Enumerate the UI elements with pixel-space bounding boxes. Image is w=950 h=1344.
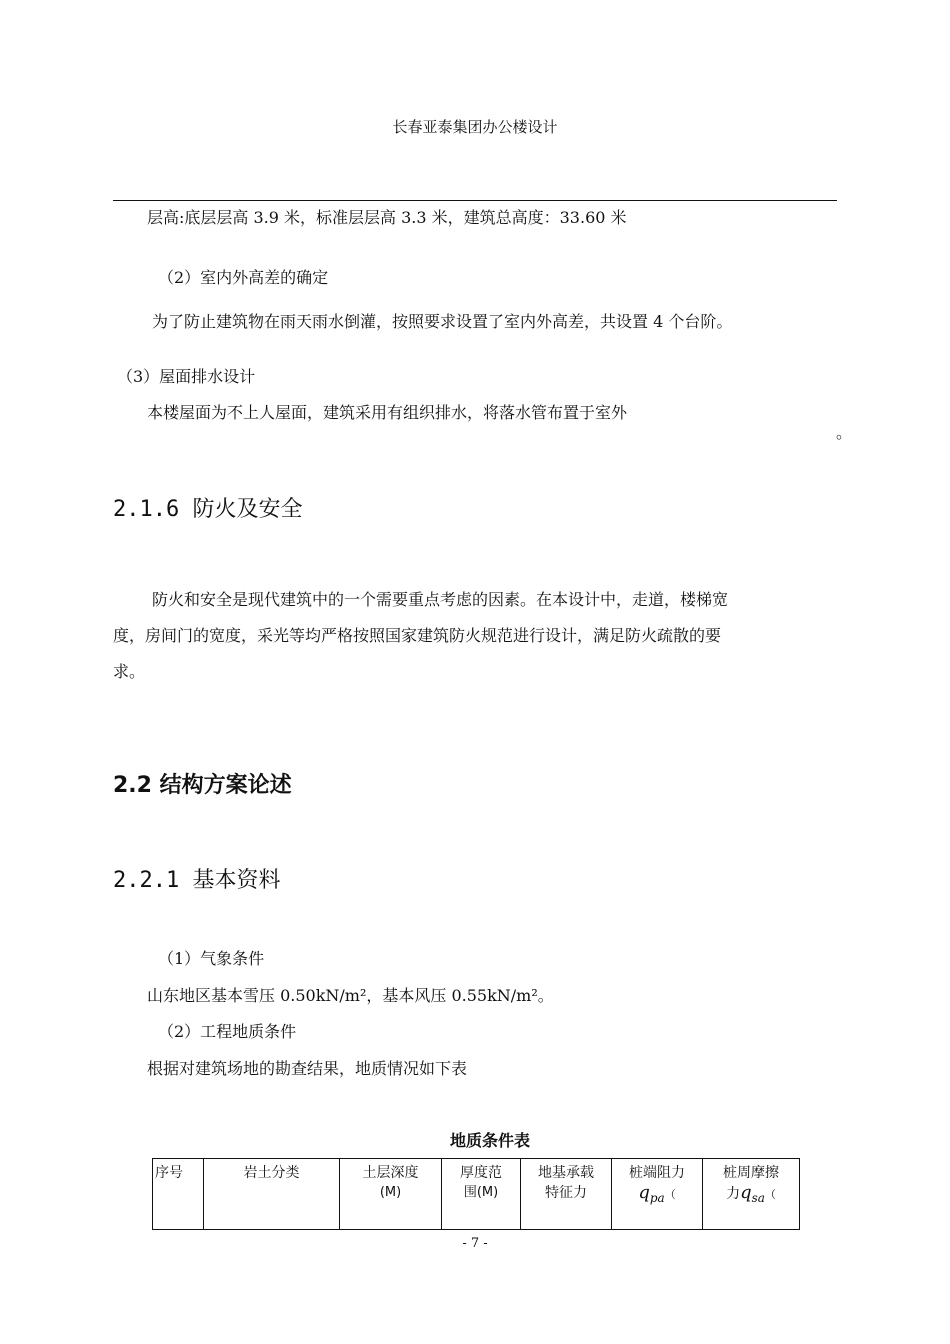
- subheading-weather: （1）气象条件: [158, 949, 265, 968]
- header-rule: [113, 200, 837, 201]
- roof-drainage-text: 本楼屋面为不上人屋面，建筑采用有组织排水，将落水管布置于室外: [147, 403, 628, 422]
- subheading-roof-drainage: （3）屋面排水设计: [117, 367, 256, 386]
- roof-drainage-period: 。: [836, 423, 853, 442]
- weather-text: 山东地区基本雪压 0.50kN/m²，基本风压 0.55kN/m²。: [147, 986, 554, 1005]
- col-soil-type: 岩土分类: [204, 1159, 340, 1230]
- col-side-friction: 桩周摩擦 力$q_{sa}$（: [703, 1159, 800, 1230]
- col-layer-depth: 土层深度 (M): [340, 1159, 442, 1230]
- indoor-outdoor-text: 为了防止建筑物在雨天雨水倒灌，按照要求设置了室内外高差，共设置 4 个台阶。: [152, 312, 733, 331]
- table-header-row: [153, 1159, 800, 1230]
- col-index: 序号: [153, 1159, 204, 1230]
- col-thickness: 厚度范 围(M): [442, 1159, 521, 1230]
- col-bearing-capacity: 地基承载 特征力: [521, 1159, 612, 1230]
- fire-safety-line-3: 求。: [113, 662, 146, 681]
- floor-heights-text: 层高:底层层高 3.9 米，标准层层高 3.3 米，建筑总高度：33.60 米: [147, 208, 627, 227]
- subheading-geology: （2）工程地质条件: [158, 1022, 297, 1041]
- section-2-1-6-heading: 2.1.6 防火及安全: [113, 497, 303, 522]
- col-tip-resistance: 桩端阻力 $q_{pa}$（: [612, 1159, 703, 1230]
- geology-text: 根据对建筑场地的勘查结果，地质情况如下表: [147, 1059, 468, 1078]
- subheading-indoor-outdoor: （2）室内外高差的确定: [158, 268, 329, 287]
- geology-table: [152, 1158, 800, 1230]
- fire-safety-line-2: 度，房间门的宽度，采光等均严格按照国家建筑防火规范进行设计，满足防火疏散的要: [113, 626, 722, 645]
- table-caption: 地质条件表: [449, 1131, 530, 1150]
- running-header: 长春亚泰集团办公楼设计: [392, 118, 558, 136]
- section-2-2-heading: 2.2 结构方案论述: [113, 773, 292, 798]
- section-2-2-1-heading: 2.2.1 基本资料: [113, 868, 281, 893]
- fire-safety-line-1: 防火和安全是现代建筑中的一个需要重点考虑的因素。在本设计中，走道，楼梯宽: [152, 590, 729, 609]
- page-number: - 7 -: [462, 1236, 488, 1251]
